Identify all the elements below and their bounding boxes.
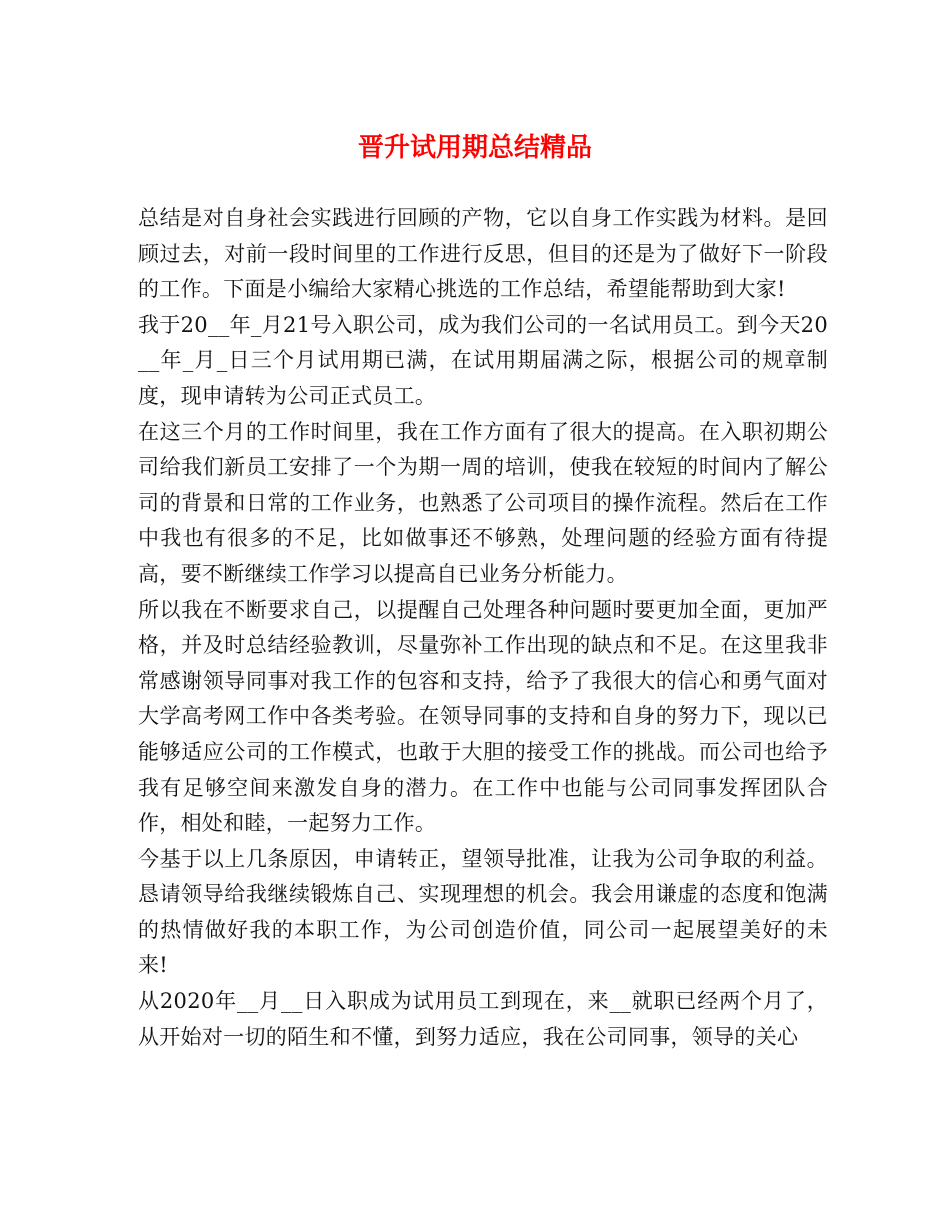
paragraph-6: 从2020年__月__日入职成为试用员工到现在，来__就职已经两个月了，从开始对一切的陌生和不懂，到努力适应，我在公司同事，领导的关心 <box>138 989 828 1049</box>
paragraph-5: 今基于以上几条原因，申请转正，望领导批准，让我为公司争取的利益。恳请领导给我继续锻炼自己、实现理想的机会。我会用谦虚的态度和饱满的热情做好我的本职工作，为公司创造价值，同公司一起展望美好的未来! <box>138 846 828 978</box>
paragraph-4: 所以我在不断要求自己，以提醒自己处理各种问题时要更加全面，更加严格，并及时总结经验教训，尽量弥补工作出现的缺点和不足。在这里我非常感谢领导同事对我工作的包容和支持，给予了我很大的信心和勇气面对大学高考网工作中各类考验。在领导同事的支持和自身的努力下，现以已能够适应公司的工作模式，也敢于大胆的接受工作的挑战。而公司也给予我有足够空间来激发自身的潜力。在工作中也能与公司同事发挥团队合作，相处和睦，一起努力工作。 <box>138 597 828 836</box>
paragraph-1: 总结是对自身社会实践进行回顾的产物，它以自身工作实践为材料。是回顾过去，对前一段时间里的工作进行反思，但目的还是为了做好下一阶段的工作。下面是小编给大家精心挑选的工作总结，希望能帮助到大家! <box>138 206 828 302</box>
paragraph-3: 在这三个月的工作时间里，我在工作方面有了很大的提高。在入职初期公司给我们新员工安排了一个为期一周的培训，使我在较短的时间内了解公司的背景和日常的工作业务，也熟悉了公司项目的操作流程。然后在工作中我也有很多的不足，比如做事还不够熟，处理问题的经验方面有待提高，要不断继续工作学习以提高自已业务分析能力。 <box>138 419 828 586</box>
paragraph-2: 我于20__年_月21号入职公司，成为我们公司的一名试用员工。到今天20__年_月_日三个月试用期已满，在试用期届满之际，根据公司的规章制度，现申请转为公司正式员工。 <box>138 312 828 408</box>
document-body <box>138 201 828 1055</box>
page-title: 晋升试用期总结精品 <box>357 133 592 163</box>
